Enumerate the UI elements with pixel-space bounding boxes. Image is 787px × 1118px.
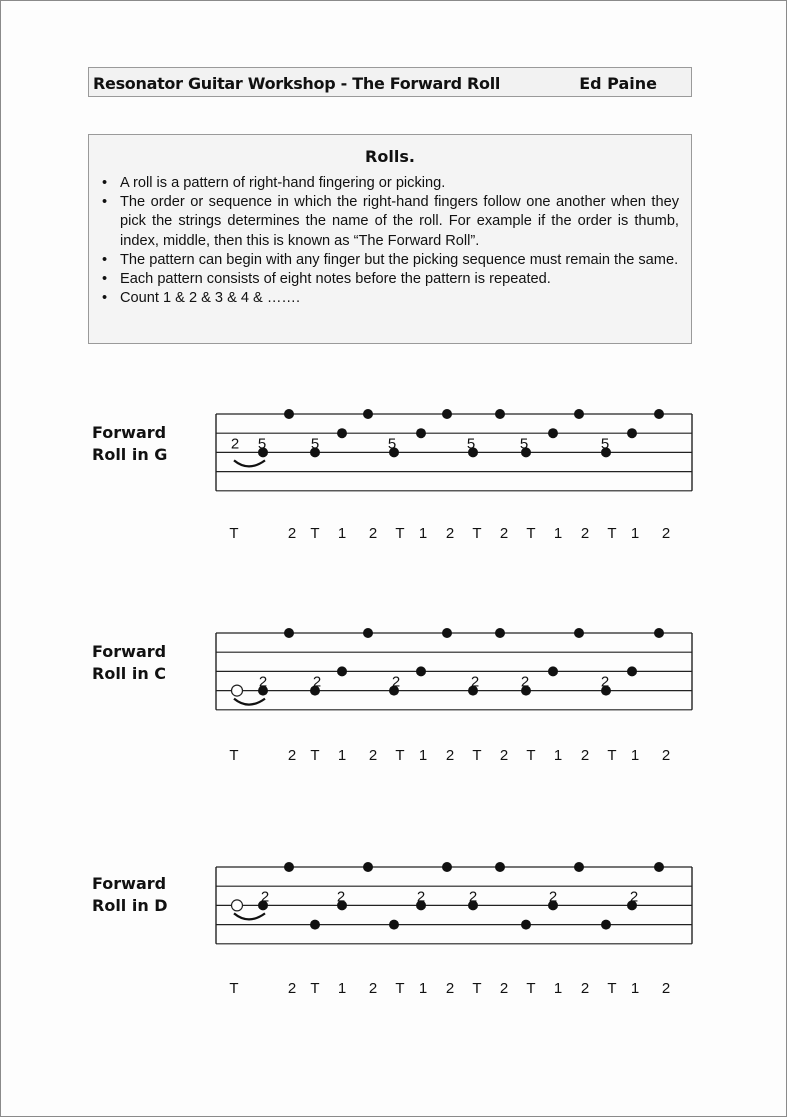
note-dot [389,920,399,930]
note-dot [627,428,637,438]
note-dot [574,409,584,419]
pick-count-label: T [607,747,617,764]
open-string-circle-icon [232,900,243,911]
slur-mark [234,460,265,466]
note-dot [495,628,505,638]
bullet-text: Count 1 & 2 & 3 & 4 & ……. [120,290,301,307]
pick-count-label: 1 [630,980,640,997]
note-dot [363,409,373,419]
fret-number-label: 2 [470,673,480,691]
pick-count-label: 2 [368,980,378,997]
pick-count-label: 2 [499,747,509,764]
pick-count-label: 2 [580,747,590,764]
author-name: Ed Paine [579,74,657,93]
pick-count-label: 1 [337,525,347,542]
fret-number-label: 2 [258,673,268,691]
pick-count-label: 2 [445,980,455,997]
fret-number-label: 5 [519,435,529,453]
pick-count-label: T [472,747,482,764]
label-line: Roll in D [92,896,168,915]
fret-number-label: 2 [629,888,639,906]
note-dot [548,428,558,438]
pick-count-label: 2 [368,525,378,542]
pick-count-label: 2 [445,747,455,764]
note-dot [601,920,611,930]
note-dot [284,862,294,872]
label-line: Forward [92,874,167,893]
pick-count-label: T [310,747,320,764]
fret-number-label: 2 [416,888,426,906]
fret-number-label: 2 [548,888,558,906]
pick-count-label: 2 [661,747,671,764]
bullet-dot-icon: • [102,251,108,268]
pick-count-label: 1 [337,747,347,764]
fret-number-label: 2 [600,673,610,691]
bullet-dot-icon: • [102,290,108,307]
pick-count-label: 1 [630,747,640,764]
pick-count-label: T [472,525,482,542]
pick-count-label: 1 [418,747,428,764]
note-dot [495,409,505,419]
fret-number-label: 2 [520,673,530,691]
fret-number-label: 2 [391,673,401,691]
pick-count-label: T [310,980,320,997]
note-dot [654,409,664,419]
pick-count-label: 2 [287,525,297,542]
note-dot [337,666,347,676]
note-dot [654,628,664,638]
fret-number-label: 5 [310,435,320,453]
pick-count-label: 1 [418,525,428,542]
note-dot [442,628,452,638]
pick-count-label: T [395,747,405,764]
note-dot [548,666,558,676]
pick-count-label: T [526,747,536,764]
bullet-text: The order or sequence in which the right-hand fingers follow one another when they pick the strings determines the name of the roll. For example if the order is thumb, index, middle, then this is known as “The Forward Roll”. [120,194,679,249]
note-dot [521,920,531,930]
note-dot [363,628,373,638]
note-dot [442,862,452,872]
pick-count-label: 1 [630,525,640,542]
pick-count-label: T [229,525,239,542]
pick-count-label: 2 [368,747,378,764]
bullet-dot-icon: • [102,271,108,288]
fret-number-label: 2 [336,888,346,906]
note-dot [337,428,347,438]
pick-count-label: 1 [553,525,563,542]
pick-count-label: T [395,980,405,997]
fret-number-label: 5 [600,435,610,453]
bullet-text: Each pattern consists of eight notes before the pattern is repeated. [120,271,551,288]
note-dot [495,862,505,872]
pick-count-label: 1 [418,980,428,997]
bullet-text: The pattern can begin with any finger but the picking sequence must remain the same. [120,251,679,268]
pick-count-label: T [395,525,405,542]
fret-number-label: 5 [466,435,476,453]
label-line: Forward [92,642,167,661]
pick-count-label: T [310,525,320,542]
note-dot [310,920,320,930]
note-dot [654,862,664,872]
pick-count-label: 1 [553,747,563,764]
pick-count-label: 2 [445,525,455,542]
pick-count-label: 1 [553,980,563,997]
note-dot [442,409,452,419]
slur-mark [234,913,265,919]
pick-count-label: T [229,747,239,764]
pick-count-label: T [607,980,617,997]
pick-count-label: 2 [580,980,590,997]
slur-mark [234,699,265,705]
note-dot [574,628,584,638]
note-dot [284,628,294,638]
note-dot [416,428,426,438]
label-line: Roll in C [92,664,167,683]
document-title: Resonator Guitar Workshop - The Forward Roll [93,74,501,93]
pick-count-label: 2 [499,980,509,997]
note-dot [627,666,637,676]
pick-count-label: T [526,525,536,542]
fret-number-label: 2 [260,888,270,906]
pick-count-label: T [229,980,239,997]
pick-count-label: 2 [661,980,671,997]
label-line: Forward [92,423,167,442]
bullet-dot-icon: • [102,194,108,211]
pick-count-label: T [472,980,482,997]
pick-count-label: 2 [287,747,297,764]
pick-count-label: T [607,525,617,542]
rolls-heading: Rolls. [365,147,415,166]
pick-count-label: 2 [287,980,297,997]
pick-count-label: 2 [661,525,671,542]
note-dot [363,862,373,872]
note-dot [284,409,294,419]
pick-count-label: 2 [580,525,590,542]
fret-number-label: 2 [312,673,322,691]
pick-count-label: 2 [499,525,509,542]
fret-number-label: 5 [257,435,267,453]
label-line: Roll in G [92,445,168,464]
fret-number-label: 2 [468,888,478,906]
open-string-circle-icon [232,685,243,696]
tablature-drawing [1,1,787,1118]
note-dot [574,862,584,872]
pick-count-label: 1 [337,980,347,997]
bullet-dot-icon: • [102,175,108,191]
fret-number-label: 2 [230,435,240,453]
pick-count-label: T [526,980,536,997]
bullet-text: A roll is a pattern of right-hand fingering or picking. [120,175,446,191]
fret-number-label: 5 [387,435,397,453]
note-dot [416,666,426,676]
